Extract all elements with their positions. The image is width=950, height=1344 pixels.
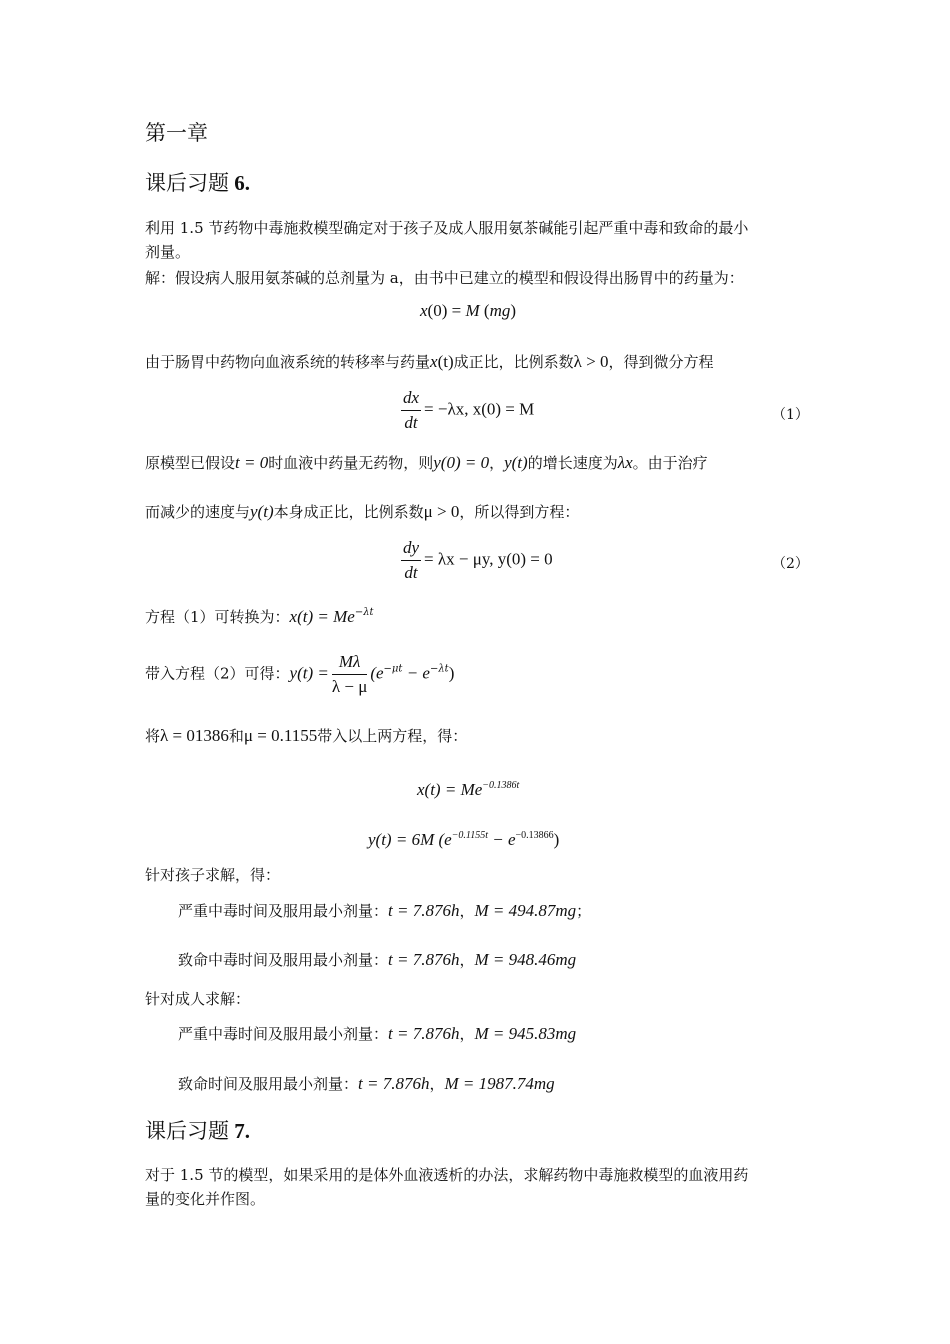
p2-t0: t = 0 xyxy=(235,453,269,472)
adult-severe-result xyxy=(178,1024,576,1044)
p1-lambda: λ > 0 xyxy=(573,352,609,371)
child-fatal-result xyxy=(178,950,576,970)
p4-exponent: −λt xyxy=(354,607,374,618)
eq1-rhs: = −λx, x(0) = M xyxy=(424,399,535,419)
eq1-numerator: dx xyxy=(401,388,421,411)
eq4-c: ) xyxy=(553,830,560,849)
p3-text-a: 而减少的速度与 xyxy=(145,503,251,521)
equation-2 xyxy=(398,538,553,583)
child-fatal-t: t = 7.876h xyxy=(388,950,460,969)
p6-text-b: 和 xyxy=(228,727,244,745)
exercise-6-heading-num: 6. xyxy=(234,171,250,195)
p6-lambda: λ = 01386 xyxy=(160,726,229,745)
eq3-exponent: −0.1386t xyxy=(482,780,520,791)
adult-severe-sep: ， xyxy=(459,1025,475,1043)
exercise-7-heading-text: 课后习题 xyxy=(145,1119,229,1143)
p5-denominator: λ − μ xyxy=(331,677,368,696)
p6-text-a: 将 xyxy=(145,727,161,745)
child-fatal-sep: ， xyxy=(459,951,475,969)
eq2-fraction xyxy=(401,538,421,583)
p2-lambda-x: λx xyxy=(617,453,633,472)
p3-text-c: ，所以得到方程： xyxy=(459,503,580,521)
p2-text-b: 时血液中药量无药物，则 xyxy=(268,454,434,472)
p5-numerator: Mλ xyxy=(332,652,367,675)
p5-mid: − e xyxy=(402,663,430,683)
equation-3 xyxy=(417,776,519,800)
child-severe-M: M = 494.87mg xyxy=(474,901,577,920)
p5-open: (e xyxy=(370,663,384,683)
p5-fraction xyxy=(332,652,367,697)
eq3-main: x(t) = Me xyxy=(417,780,483,799)
p3-yt: y(t) xyxy=(250,502,274,521)
p1-text-b: 成正比，比例系数 xyxy=(453,353,574,371)
p4-text: 方程（1）可转换为： xyxy=(145,608,290,626)
adult-severe-M: M = 945.83mg xyxy=(474,1024,577,1043)
p2-text-e: 。由于治疗 xyxy=(632,454,708,472)
eq1-denominator: dt xyxy=(404,413,418,432)
child-severe-end: ； xyxy=(576,902,592,920)
adult-fatal-label: 致命时间及服用最小剂量： xyxy=(178,1075,359,1093)
equation-4 xyxy=(368,826,559,850)
eq4-b: − e xyxy=(487,830,516,849)
p5-exp1: −μt xyxy=(383,663,403,675)
p1-text-a: 由于肠胃中药物向血液系统的转移率与药量 xyxy=(145,353,431,371)
p2-text-c: ， xyxy=(489,454,505,472)
equation-1 xyxy=(398,388,534,433)
eq0-M: M xyxy=(465,301,480,320)
exercise-6-statement-line2: 剂量。 xyxy=(145,243,191,261)
eq4-a: y(t) = 6M (e xyxy=(368,830,452,849)
child-severe-label: 严重中毒时间及服用最小剂量： xyxy=(178,902,389,920)
adult-fatal-t: t = 7.876h xyxy=(358,1074,430,1093)
p5-text: 带入方程（2）可得： xyxy=(145,664,290,683)
p6-mu: μ = 0.1155 xyxy=(243,726,318,745)
p2-text-a: 原模型已假设 xyxy=(145,454,236,472)
adult-fatal-M: M = 1987.74mg xyxy=(444,1074,555,1093)
exercise-6-statement-line1: 利用 1.5 节药物中毒施救模型确定对于孩子及成人服用氨茶碱能引起严重中毒和致命的最小 xyxy=(145,219,749,237)
p3-text-b: 本身成正比，比例系数 xyxy=(273,503,424,521)
eq0-rest: (0) = xyxy=(427,301,466,320)
eq2-numerator: dy xyxy=(401,538,421,561)
adult-section-title: 针对成人求解： xyxy=(145,990,251,1008)
child-section-title: 针对孩子求解，得： xyxy=(145,866,281,884)
eq0-close: ) xyxy=(510,301,517,320)
eq0-open: ( xyxy=(479,301,490,320)
paragraph-decay xyxy=(145,502,579,522)
child-fatal-M: M = 948.46mg xyxy=(474,950,577,969)
child-fatal-label: 致命中毒时间及服用最小剂量： xyxy=(178,951,389,969)
eq4-exp2: −0.13866 xyxy=(515,830,554,841)
exercise-6-heading xyxy=(145,173,250,193)
paragraph-solution-y xyxy=(145,652,454,697)
eq1-fraction xyxy=(401,388,421,433)
eq0-unit: mg xyxy=(489,301,511,320)
p1-t: (t) xyxy=(437,352,454,371)
eq0-x: x xyxy=(420,301,428,320)
p5-lhs: y(t) = xyxy=(289,663,329,683)
p6-text-c: 带入以上两方程，得： xyxy=(317,727,468,745)
p1-text-c: ，得到微分方程 xyxy=(608,353,714,371)
child-severe-t: t = 7.876h xyxy=(388,901,460,920)
p5-exp2: −λt xyxy=(429,663,449,675)
p1-x: x xyxy=(430,352,438,371)
p5-close: ) xyxy=(448,663,455,683)
p2-y0: y(0) = 0 xyxy=(433,453,490,472)
equation-x0 xyxy=(420,301,516,321)
exercise-7-statement-line1: 对于 1.5 节的模型，如果采用的是体外血液透析的办法，求解药物中毒施救模型的血液用药 xyxy=(145,1166,749,1184)
exercise-6-heading-text: 课后习题 xyxy=(145,171,229,195)
eq2-denominator: dt xyxy=(404,563,418,582)
paragraph-transfer-rate xyxy=(145,352,713,372)
equation-2-number: （2） xyxy=(772,556,809,572)
adult-fatal-result xyxy=(178,1074,555,1094)
equation-1-number: （1） xyxy=(772,407,809,423)
p2-yt: y(t) xyxy=(504,453,528,472)
paragraph-substitute xyxy=(145,726,467,746)
adult-fatal-sep: ， xyxy=(429,1075,445,1093)
p4-equation: x(t) = Me xyxy=(289,607,355,626)
adult-severe-label: 严重中毒时间及服用最小剂量： xyxy=(178,1025,389,1043)
chapter-title: 第一章 xyxy=(145,121,208,145)
paragraph-solution-x xyxy=(145,603,374,627)
child-severe-sep: ， xyxy=(459,902,475,920)
eq4-exp1: −0.1155t xyxy=(451,830,488,841)
solution-intro: 解：假设病人服用氨茶碱的总剂量为 a，由书中已建立的模型和假设得出肠胃中的药量为： xyxy=(145,269,744,287)
exercise-7-heading-num: 7. xyxy=(234,1119,250,1143)
adult-severe-t: t = 7.876h xyxy=(388,1024,460,1043)
eq2-rhs: = λx − μy, y(0) = 0 xyxy=(424,549,553,569)
p2-text-d: 的增长速度为 xyxy=(527,454,618,472)
p3-mu: μ > 0 xyxy=(423,502,460,521)
child-severe-result xyxy=(178,901,591,921)
paragraph-assumption xyxy=(145,453,708,473)
exercise-7-heading xyxy=(145,1121,250,1141)
exercise-7-statement-line2: 量的变化并作图。 xyxy=(145,1190,266,1208)
